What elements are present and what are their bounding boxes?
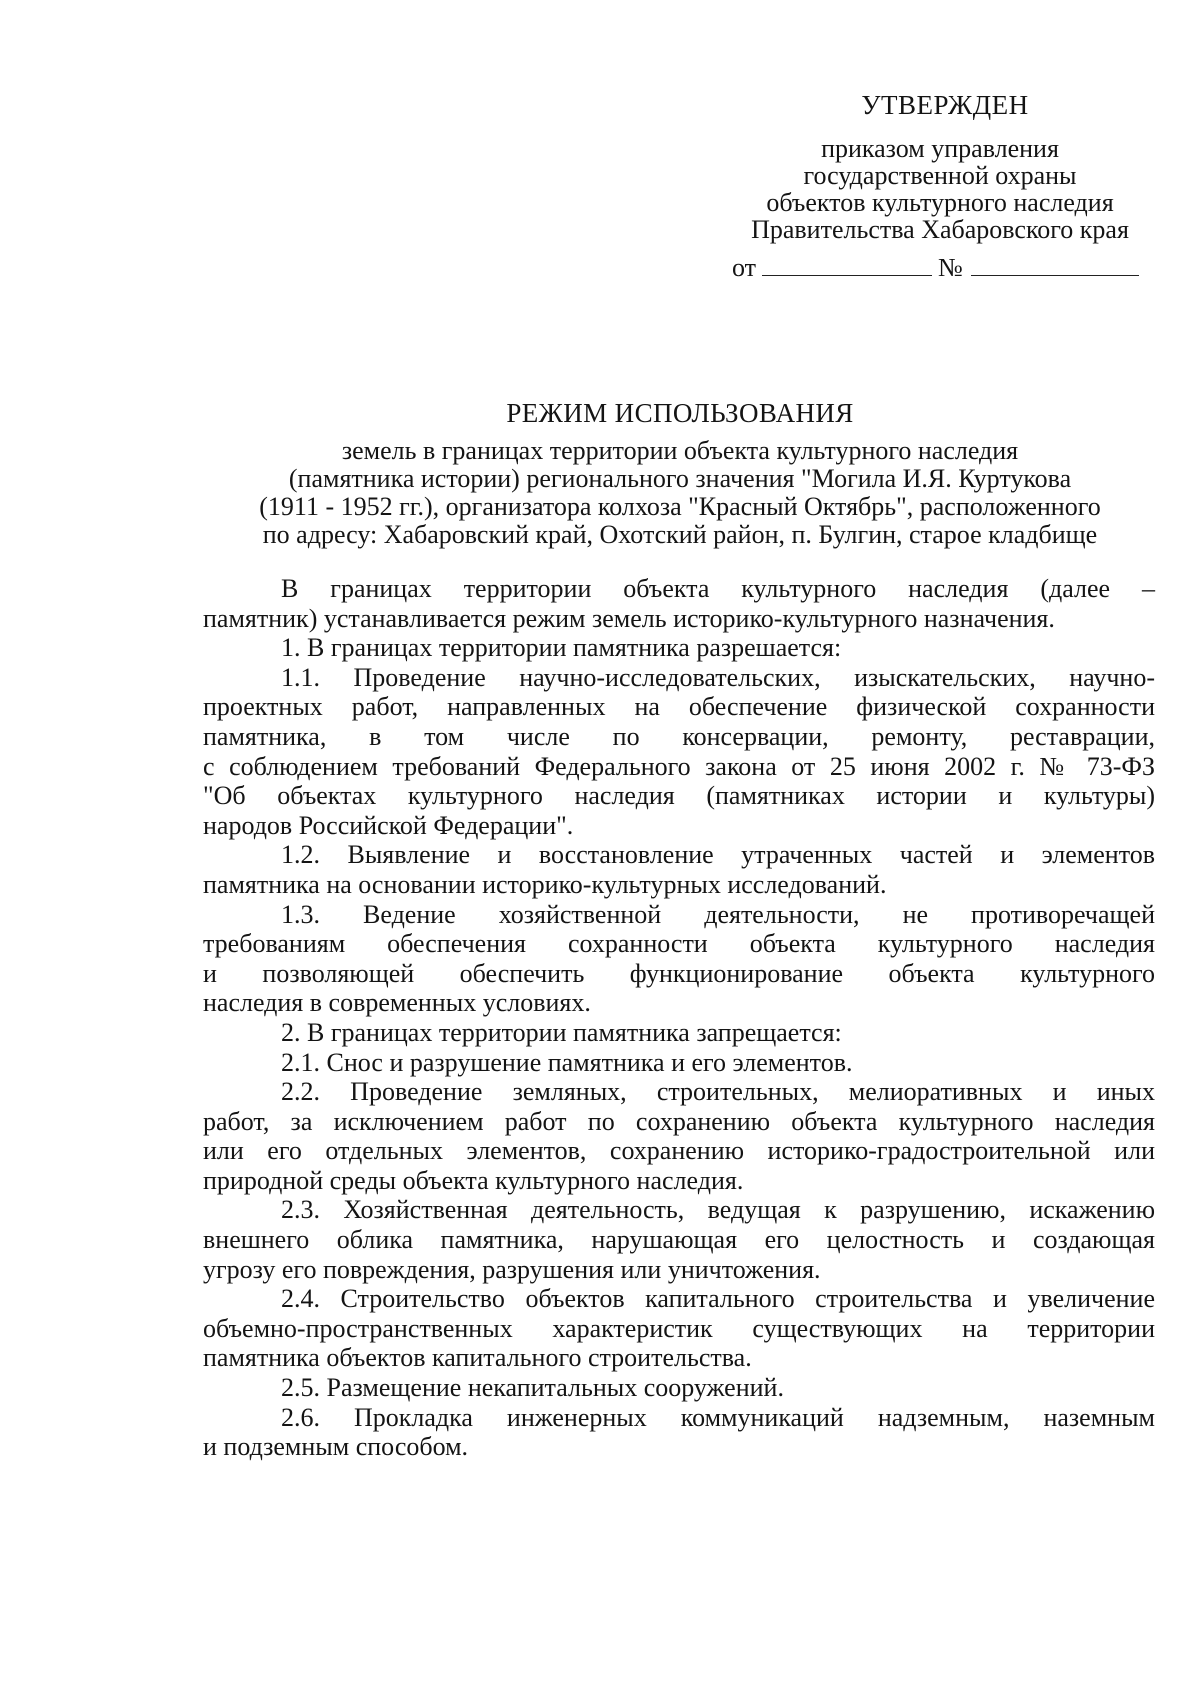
paragraph-line: В границах территории объекта культурного наследия (далее – (281, 574, 1155, 603)
paragraph-line: наследия в современных условиях. (203, 988, 591, 1018)
paragraph-line: 1. В границах территории памятника разрешается: (281, 633, 842, 663)
subtitle-line: (памятника истории) регионального значения "Могила И.Я. Куртукова (288, 464, 1072, 493)
paragraph (203, 1018, 1155, 1048)
paragraph (203, 633, 1155, 663)
paragraph (203, 574, 1155, 633)
number-sign: № (938, 253, 963, 282)
paragraph-line: природной среды объекта культурного наследия. (203, 1165, 744, 1195)
paragraph-line: 1.3. Ведение хозяйственной деятельности, не противоречащей (281, 899, 1155, 929)
paragraph-line: 2.2. Проведение земляных, строительных, мелиоративных и иных (281, 1077, 1155, 1107)
date-prefix: от (732, 253, 757, 282)
approval-order-line: объектов культурного наследия (766, 188, 1114, 217)
paragraph (203, 1077, 1155, 1195)
paragraph-line: внешнего облика памятника, нарушающая его целостность и создающая (203, 1225, 1155, 1255)
paragraph-line: 2. В границах территории памятника запрещается: (281, 1017, 842, 1047)
paragraph (203, 1048, 1155, 1078)
paragraph-line: 2.3. Хозяйственная деятельность, ведущая к разрушению, искажению (281, 1195, 1155, 1225)
paragraph-line: с соблюдением требований Федерального закона от 25 июня 2002 г. № 73-ФЗ (203, 751, 1155, 781)
approval-order-line: Правительства Хабаровского края (751, 215, 1129, 244)
paragraph (203, 900, 1155, 1018)
subtitle-line: (1911 - 1952 гг.), организатора колхоза "Красный Октябрь", расположенного (259, 492, 1101, 521)
document-title: РЕЖИМ ИСПОЛЬЗОВАНИЯ (506, 398, 854, 428)
paragraph-line: 1.1. Проведение научно-исследовательских, изыскательских, научно- (281, 662, 1155, 692)
approved-heading: УТВЕРЖДЕН (861, 90, 1029, 120)
paragraph-line: памятника, в том числе по консервации, ремонту, реставрации, (203, 721, 1155, 751)
paragraph-line: и позволяющей обеспечить функционирование объекта культурного (203, 958, 1155, 988)
paragraph-line: угрозу его повреждения, разрушения или уничтожения. (203, 1254, 821, 1284)
approval-order-line: государственной охраны (803, 161, 1077, 190)
paragraph-line: и подземным способом. (203, 1432, 469, 1462)
document-title-block (200, 398, 1160, 549)
paragraph (203, 1284, 1155, 1373)
paragraph-line: 1.2. Выявление и восстановление утраченных частей и элементов (281, 840, 1155, 870)
paragraph-line: требованиям обеспечения сохранности объекта культурного наследия (203, 929, 1155, 959)
paragraph-line: народов Российской Федерации". (203, 810, 574, 840)
paragraph (203, 1195, 1155, 1284)
document-subtitle (200, 437, 1160, 549)
approval-order-line: приказом управления (821, 134, 1059, 163)
document-body (203, 574, 1155, 1462)
paragraph-line: памятника на основании историко-культурных исследований. (203, 869, 887, 899)
paragraph-line: 2.6. Прокладка инженерных коммуникаций надземным, наземным (281, 1402, 1155, 1432)
paragraph-line: памятника объектов капитального строительства. (203, 1343, 752, 1373)
order-date-number-row (732, 253, 1160, 281)
paragraph-line: 2.5. Размещение некапитальных сооружений. (281, 1373, 784, 1403)
subtitle-line: земель в границах территории объекта культурного наследия (341, 436, 1019, 465)
subtitle-line: по адресу: Хабаровский край, Охотский район, п. Булгин, старое кладбище (262, 520, 1098, 549)
paragraph (203, 840, 1155, 899)
paragraph-line: памятник) устанавливается режим земель историко-культурного назначения. (203, 603, 1055, 633)
paragraph (203, 663, 1155, 841)
paragraph-line: или его отдельных элементов, сохранению историко-градостроительной или (203, 1136, 1155, 1166)
date-blank-line (762, 253, 932, 276)
paragraph-line: работ, за исключением работ по сохранению объекта культурного наследия (203, 1106, 1155, 1136)
approval-stamp-block (720, 92, 1160, 281)
paragraph-line: "Об объектах культурного наследия (памятниках истории и культуры) (203, 781, 1155, 811)
paragraph-line: проектных работ, направленных на обеспечение физической сохранности (203, 692, 1155, 722)
number-blank-line (971, 253, 1139, 276)
paragraph-line: объемно-пространственных характеристик существующих на территории (203, 1313, 1155, 1343)
paragraph (203, 1373, 1155, 1403)
paragraph (203, 1403, 1155, 1462)
paragraph-line: 2.1. Снос и разрушение памятника и его элементов. (281, 1047, 853, 1077)
paragraph-line: 2.4. Строительство объектов капитального строительства и увеличение (281, 1284, 1155, 1314)
